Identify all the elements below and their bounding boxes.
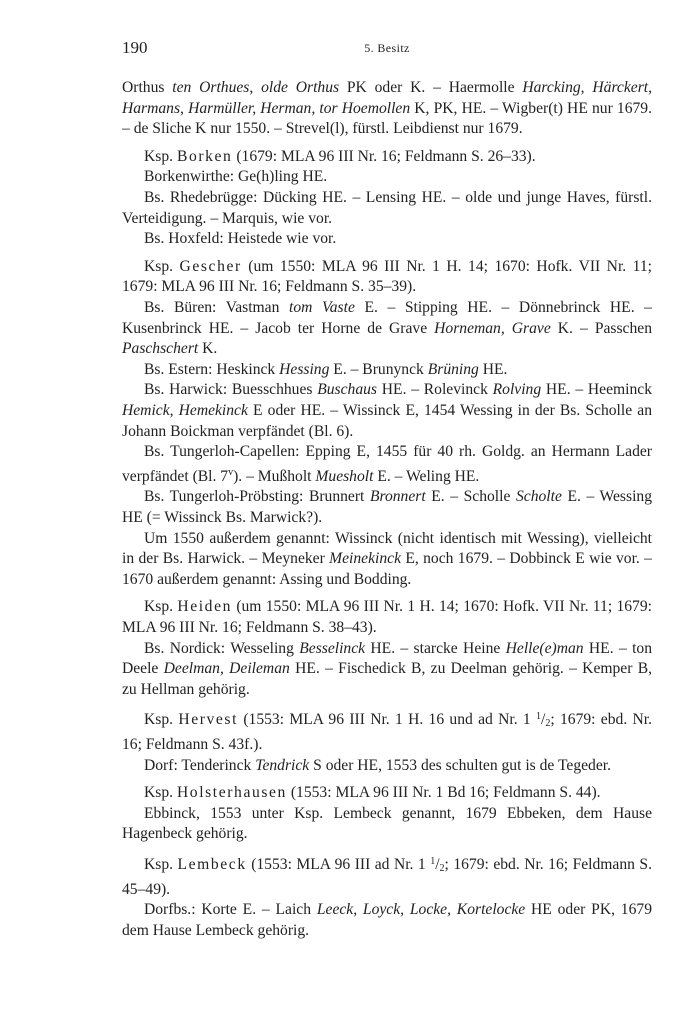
text-run: HE. – ton Deele: [122, 639, 653, 678]
parish-name: Heiden: [177, 598, 232, 616]
paragraph: [122, 298, 652, 360]
text-run: HE.: [478, 360, 508, 378]
paragraph: [122, 756, 652, 777]
text-run: (um 1550: MLA 96 III Nr. 1 H. 14; 1670: Hofk. VII Nr. 11; 1679: MLA 96 III Nr. 16; Feldmann S. 38–43).: [122, 598, 652, 637]
text-run: K. – Passchen: [550, 319, 652, 337]
paragraph: [122, 852, 652, 900]
paragraph: [122, 639, 652, 701]
text-run: HE. – Fischedick B, zu Deelman gehörig. – Kemper B, zu Hellman gehörig.: [122, 660, 652, 698]
text-run: (1553: MLA 96 III ad Nr. 1: [246, 855, 431, 873]
italic-name: Paschschert: [122, 340, 199, 358]
page-header: [122, 38, 652, 62]
italic-name: Buschaus: [317, 381, 378, 399]
italic-name: tom Vaste: [288, 298, 355, 316]
text-run: Bs. Estern: Heskinck: [144, 360, 280, 378]
parish-name: Borken: [176, 147, 233, 165]
text-run: Bs. Tungerloh-Capellen: Epping E, 1455 für 40 rh. Goldg. an Hermann Lader verpfändet (Bl. 7: [122, 443, 652, 485]
parish-name: Gescher: [179, 257, 242, 275]
paragraph: [122, 783, 652, 804]
text-run: K.: [198, 340, 218, 358]
text-run: HE. – Heeminck: [541, 381, 653, 399]
text-run: Ksp.: [144, 711, 179, 729]
italic-name: Hemick, Hemekinck: [122, 401, 248, 419]
paragraph: [122, 78, 652, 140]
text-run: E. – Brunynck: [329, 360, 428, 378]
text-run: HE oder PK, 1679 dem Hause Lembeck gehörig.: [122, 901, 652, 939]
paragraph: [122, 380, 652, 442]
text-run: ; 1679: ebd. Nr. 16; Feldmann S. 43f.).: [122, 711, 653, 753]
italic-name: ten Orthues, olde Orthus: [172, 79, 340, 96]
fraction: $^1/_2$: [430, 855, 445, 874]
paragraph: [122, 229, 652, 250]
text-run: Bs. Hoxfeld: Heistede wie vor.: [144, 230, 337, 248]
fraction-denominator: 2: [545, 718, 551, 730]
italic-name: Leeck, Loyck, Locke, Kortelocke: [316, 901, 526, 919]
text-run: Bs. Rhedebrügge: Dücking HE. – Lensing HE. – olde und junge Haves, fürstl. Verteidigung. – Marquis, wie vor.: [122, 188, 652, 227]
fraction-numerator: 1: [536, 711, 542, 723]
text-run: Dorf: Tenderinck: [144, 756, 256, 774]
page-body: [122, 78, 652, 941]
fraction-numerator: 1: [430, 855, 436, 867]
running-title: 5. Besitz: [364, 41, 410, 55]
text-run: E, noch 1679. – Dobbinck E wie vor. – 1670 außerdem genannt: Assing und Bodding.: [122, 550, 652, 588]
text-run: HE. – starcke Heine: [365, 639, 506, 657]
paragraph: [122, 147, 652, 168]
paragraph: [122, 487, 652, 528]
text-run: Ksp.: [144, 784, 177, 802]
italic-name: Brüning: [427, 360, 479, 378]
parish-name: Holsterhausen: [176, 784, 287, 802]
italic-name: Helle(e)man: [505, 639, 584, 657]
text-run: PK oder K. – Haermolle: [339, 79, 523, 96]
text-run: Ebbinck, 1553 unter Ksp. Lembeck genannt, 1679 Ebbeken, dem Hause Hagenbeck gehörig.: [122, 804, 652, 843]
italic-name: Horneman, Grave: [434, 319, 551, 337]
text-run: Borkenwirthe: Ge(h)ling HE.: [144, 168, 328, 186]
paragraph: [122, 188, 652, 229]
text-run: ; 1679: ebd. Nr. 16; Feldmann S. 45–49).: [122, 855, 652, 898]
text-run: E. – Scholle: [425, 488, 516, 506]
paragraph: [122, 707, 652, 755]
text-run: Orthus: [122, 79, 173, 96]
parish-name: Hervest: [178, 711, 239, 729]
text-run: Bs. Tungerloh-Pröbsting: Brunnert: [144, 488, 370, 506]
paragraph: [122, 442, 652, 487]
text-run: ). – Mußholt: [233, 467, 316, 485]
text-run: Ksp.: [144, 598, 178, 616]
italic-name: Besselinck: [299, 639, 366, 657]
italic-name: Bronnert: [369, 488, 426, 506]
paragraph: [122, 167, 652, 188]
paragraph: [122, 900, 652, 941]
italic-name: Scholte: [515, 488, 562, 506]
superscript: v: [228, 466, 234, 478]
text-run: (um 1550: MLA 96 III Nr. 1 H. 14; 1670: Hofk. VII Nr. 11; 1679: MLA 96 III Nr. 16; Feldmann S. 35–39).: [122, 257, 652, 296]
text-run: (1679: MLA 96 III Nr. 16; Feldmann S. 26–33).: [232, 147, 536, 165]
text-run: Um 1550 außerdem genannt: Wissinck (nicht identisch mit Wessing), vielleicht in der Bs. Harwick. – Meyneker: [122, 529, 652, 568]
text-run: Ksp.: [144, 257, 180, 275]
text-run: (1553: MLA 96 III Nr. 1 Bd 16; Feldmann S. 44).: [286, 784, 601, 802]
text-run: E. – Wessing HE (= Wissinck Bs. Marwick?).: [122, 488, 652, 527]
text-run: S oder HE, 1553 des schulten gut is de Tegeder.: [309, 756, 611, 774]
italic-name: Muesholt: [315, 467, 374, 485]
text-run: Ksp.: [144, 855, 178, 873]
paragraph: [122, 529, 652, 591]
italic-name: Deelman, Deileman: [163, 660, 290, 678]
text-run: Ksp.: [144, 147, 177, 165]
italic-name: Tendrick: [255, 756, 310, 774]
italic-name: Meinekinck: [329, 550, 401, 568]
page-number: 190: [122, 38, 148, 57]
italic-name: Hessing: [279, 360, 330, 378]
paragraph: [122, 804, 652, 845]
paragraph: [122, 360, 652, 381]
fraction-denominator: 2: [439, 862, 445, 874]
text-run: E. – Stipping HE. – Dönnebrinck HE. – Kusenbrinck HE. – Jacob ter Horne de Grave: [122, 298, 652, 337]
paragraph: [122, 597, 652, 638]
text-run: Bs. Nordick: Wesseling: [144, 639, 300, 657]
text-run: K, PK, HE. – Wigber(t) HE nur 1679. – de Sliche K nur 1550. – Strevel(l), fürstl. Leibdienst nur 1679.: [122, 99, 652, 138]
paragraph: [122, 257, 652, 298]
text-run: HE. – Rolevinck: [377, 381, 493, 399]
italic-name: Harcking, Härckert, Harmans, Harmüller, Herman, tor Hoemollen: [122, 79, 652, 117]
fraction: $^1/_2$: [536, 711, 551, 730]
text-run: Bs. Harwick: Buesschhues: [144, 381, 318, 399]
text-run: E. – Weling HE.: [373, 467, 480, 485]
text-run: E oder HE. – Wissinck E, 1454 Wessing in der Bs. Scholle an Johann Boickman verpfändet (Bl. 6).: [122, 401, 652, 440]
text-run: (1553: MLA 96 III Nr. 1 H. 16 und ad Nr. 1: [238, 711, 537, 729]
parish-name: Lembeck: [177, 855, 247, 873]
text-run: Dorfbs.: Korte E. – Laich: [144, 901, 317, 919]
italic-name: Rolving: [492, 381, 542, 399]
text-run: Bs. Büren: Vastman: [144, 298, 289, 316]
